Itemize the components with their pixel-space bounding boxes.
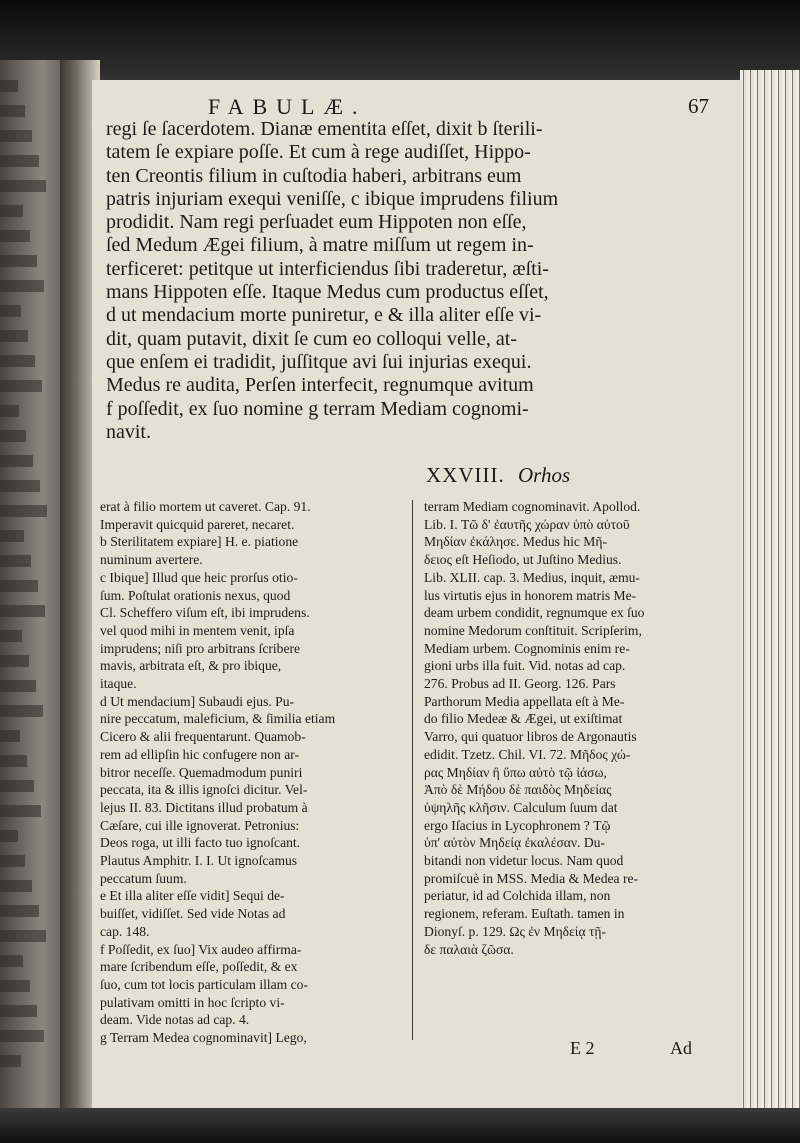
- bleed-mark: [0, 205, 23, 217]
- note-line: vel quod mihi in mentem venit, ipſa: [100, 622, 295, 638]
- note-line: ρας Μηδίαν ἢ ὕπω αὐτὸ τῷ ἰάσω,: [424, 764, 607, 780]
- note-line: buiſſet, vidiſſet. Sed vide Notas ad: [100, 906, 286, 922]
- main-text-line: Medus re audita, Perſen interfecit, regnumque avitum: [106, 374, 534, 397]
- bleed-mark: [0, 955, 23, 967]
- note-line: do filio Medeæ & Ægei, ut exiſtimat: [424, 711, 623, 727]
- bleed-mark: [0, 780, 34, 792]
- bleed-mark: [0, 255, 37, 267]
- bleed-mark: [0, 855, 25, 867]
- main-text-line: patris injuriam exequi veniſſe, c ibique imprudens filium: [106, 187, 559, 210]
- note-line: lus virtutis ejus in honorem matris Me-: [424, 587, 637, 603]
- bleed-mark: [0, 1055, 21, 1067]
- bleed-mark: [0, 905, 39, 917]
- bleed-mark: [0, 155, 39, 167]
- note-line: ſum. Poſtulat orationis nexus, quod: [100, 587, 291, 603]
- catchword: Ad: [670, 1038, 692, 1058]
- signature-mark: E 2: [570, 1038, 595, 1058]
- note-line: erat à filio mortem ut caveret. Cap. 91.: [100, 499, 311, 514]
- note-line: Μηδίαν ἐκάλησε. Medus hic Μῆ-: [424, 534, 608, 550]
- bleed-mark: [0, 230, 30, 242]
- column-divider: [412, 500, 413, 1040]
- bleed-mark: [0, 630, 22, 642]
- note-line: nire peccatum, maleficium, & ſimilia etiam: [100, 711, 336, 727]
- note-line: deam urbem condidit, regnumque ex ſuo: [424, 605, 645, 621]
- bleed-mark: [0, 1005, 37, 1017]
- main-text-line: dit, quam putavit, dixit ſe cum eo colloqui velle, at-: [106, 327, 518, 350]
- page-number: 67: [688, 94, 709, 118]
- note-line: terram Mediam cognominavit. Apollod.: [424, 499, 641, 514]
- note-line: gioni urbs illa fuit. Vid. notas ad cap.: [424, 658, 626, 674]
- note-line: 276. Probus ad II. Georg. 126. Pars: [424, 676, 616, 692]
- note-line: Mediam urbem. Cognominis enim re-: [424, 640, 630, 656]
- bleed-mark: [0, 730, 20, 742]
- bleed-mark: [0, 380, 42, 392]
- section-number: XXVIII.: [426, 463, 505, 487]
- bleed-mark: [0, 430, 26, 442]
- bleed-mark: [0, 805, 41, 817]
- note-line: δειος eſt Heſiodo, ut Juſtino Medius.: [424, 552, 622, 568]
- note-line: bitror neceſſe. Quemadmodum puniri: [100, 764, 303, 780]
- note-line: Deos roga, ut illi facto tuo ignoſcant.: [100, 835, 301, 851]
- bleed-mark: [0, 830, 18, 842]
- note-line: d Ut mendacium] Subaudi ejus. Pu-: [100, 693, 295, 709]
- scan-bottom-shadow: [0, 1108, 800, 1143]
- bleed-mark: [0, 505, 47, 517]
- note-line: pulativam omitti in hoc ſcripto vi-: [100, 994, 285, 1010]
- bleed-mark: [0, 105, 25, 117]
- note-line: δε παλαιὰ ζῶσα.: [424, 941, 514, 957]
- bleed-mark: [0, 980, 30, 992]
- note-line: numinum avertere.: [100, 552, 203, 568]
- note-line: c Ibique] Illud que heic prorſus otio-: [100, 569, 298, 585]
- note-line: Dionyſ. p. 129. Ως ἐν Μηδείᾳ τῇ-: [424, 923, 607, 939]
- note-line: itaque.: [100, 676, 137, 692]
- note-line: deam. Vide notas ad cap. 4.: [100, 1012, 250, 1028]
- note-line: Lib. I. Τῶ δ' ἐαυτῆς χώραν ὑπὸ αὐτοῦ: [424, 516, 630, 532]
- note-line: regionem, referam. Euſtath. tamen in: [424, 906, 625, 922]
- main-text-line: regi ſe ſacerdotem. Dianæ ementita eſſet, dixit b ſterili-: [106, 118, 543, 140]
- bleed-mark: [0, 680, 36, 692]
- note-line: Imperavit quicquid pareret, necaret.: [100, 516, 295, 532]
- bleed-mark: [0, 180, 46, 192]
- bleed-mark: [0, 880, 32, 892]
- bleed-mark: [0, 305, 21, 317]
- note-line: Ἀπὸ δὲ Μήδου δὲ παιδὸς Μηδείας: [424, 782, 612, 798]
- note-line: rem ad ellipſin hic confugere non ar-: [100, 746, 300, 762]
- note-line: Cl. Scheffero viſum eſt, ibi imprudens.: [100, 605, 310, 621]
- main-text-line: d ut mendacium morte puniretur, e & illa aliter eſſe vi-: [106, 304, 542, 327]
- note-line: peccata, ita & illis ignoſci dicitur. Vel-: [100, 782, 308, 798]
- bleed-mark: [0, 555, 31, 567]
- bleed-mark: [0, 930, 46, 942]
- note-line: g Terram Medea cognominavit] Lego,: [100, 1030, 307, 1046]
- note-line: peccatum ſuum.: [100, 870, 187, 886]
- note-line: ὑψηλῆς κλῆσιν. Calculum ſuum dat: [424, 799, 618, 815]
- bleed-mark: [0, 405, 19, 417]
- note-line: ὑπ' αὐτὸν Μηδείᾳ ἐκαλέσαν. Du-: [424, 835, 605, 851]
- bleed-mark: [0, 530, 24, 542]
- main-text-line: que enſem ei tradidit, juſſitque avi ſui injurias exequi.: [106, 350, 532, 373]
- note-line: nomine Medorum conſtituit. Scripſerim,: [424, 622, 642, 638]
- note-line: Lib. XLII. cap. 3. Medius, inquit, æmu-: [424, 569, 640, 585]
- bleed-mark: [0, 130, 32, 142]
- bleed-mark: [0, 455, 33, 467]
- note-line: promiſcuè in MSS. Media & Medea re-: [424, 870, 639, 886]
- notes-column-left: [100, 498, 400, 1047]
- note-line: edidit. Tzetz. Chil. VI. 72. Μῆδος χώ-: [424, 746, 631, 762]
- note-line: ſuo, cum tot locis particulam illam co-: [100, 976, 309, 992]
- note-line: b Sterilitatem expiare] H. e. piatione: [100, 534, 299, 550]
- page-stack-edge: [740, 70, 800, 1120]
- note-line: Cicero & alii frequentarunt. Quamob-: [100, 729, 306, 745]
- main-text-line: navit.: [106, 420, 151, 443]
- running-header: [92, 94, 742, 120]
- main-text-line: tatem ſe expiare poſſe. Et cum à rege audiſſet, Hippo-: [106, 141, 531, 164]
- main-text-line: mans Hippoten eſſe. Itaque Medus cum productus eſſet,: [106, 281, 549, 304]
- note-line: ergo Iſacius in Lycophronem ? Τῷ: [424, 817, 611, 833]
- bleed-mark: [0, 80, 18, 92]
- bleed-mark: [0, 1030, 44, 1042]
- bleed-mark: [0, 755, 27, 767]
- running-title: FABULÆ.: [208, 94, 367, 119]
- note-line: f Poſſedit, ex ſuo] Vix audeo affirma-: [100, 941, 302, 957]
- main-text-line: prodidit. Nam regi perſuadet eum Hippoten non eſſe,: [106, 211, 527, 234]
- bleed-mark: [0, 480, 40, 492]
- notes-column-right: [424, 498, 724, 958]
- bleed-mark: [0, 330, 28, 342]
- section-title: Orhos: [517, 463, 571, 487]
- bleed-mark: [0, 280, 44, 292]
- note-line: mavis, arbitrata eſt, & pro ibique,: [100, 658, 282, 674]
- main-text-line: ten Creontis filium in cuſtodia haberi, arbitrans eum: [106, 164, 522, 187]
- bleed-mark: [0, 580, 38, 592]
- bleed-mark: [0, 355, 35, 367]
- section-heading: [426, 463, 570, 488]
- facing-page-edge: [0, 60, 60, 1120]
- note-line: bitandi non videtur locus. Nam quod: [424, 853, 624, 869]
- bleed-mark: [0, 605, 45, 617]
- note-line: Parthorum Media appellata eſt à Me-: [424, 693, 625, 709]
- bleed-mark: [0, 655, 29, 667]
- note-line: mare ſcribendum eſſe, poſſedit, & ex: [100, 959, 298, 975]
- note-line: lejus II. 83. Dictitans illud probatum à: [100, 799, 308, 815]
- note-line: e Et illa aliter eſſe vidit] Sequi de-: [100, 888, 285, 904]
- main-text-line: terficeret: petitque ut interficiendus ſibi traderetur, æſti-: [106, 257, 549, 280]
- main-text-block: [106, 118, 728, 444]
- main-text-line: f poſſedit, ex ſuo nomine g terram Mediam cognomi-: [106, 397, 529, 420]
- main-text-line: ſed Medum Ægei filium, à matre miſſum ut regem in-: [106, 234, 534, 257]
- bleed-mark: [0, 705, 43, 717]
- note-line: Varro, qui quatuor libros de Argonautis: [424, 729, 637, 745]
- note-line: Plautus Amphitr. I. I. Ut ignoſcamus: [100, 853, 298, 869]
- note-line: periatur, id ad Colchida illam, non: [424, 888, 611, 904]
- note-line: cap. 148.: [100, 923, 150, 939]
- note-line: imprudens; niſi pro arbitrans ſcribere: [100, 640, 301, 656]
- book-page: [92, 80, 742, 1115]
- note-line: Cæſare, cui ille ignoverat. Petronius:: [100, 817, 300, 833]
